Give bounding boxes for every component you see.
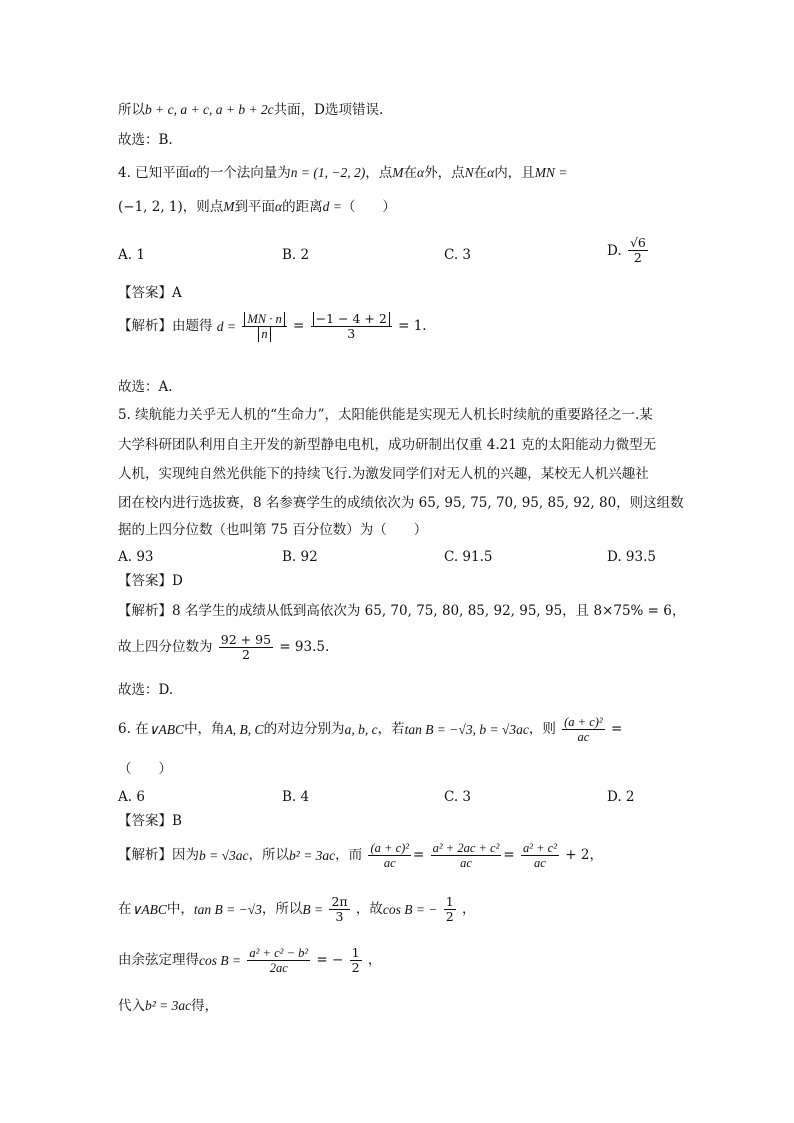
q5-line2: 大学科研团队利用自主开发的新型静电电机，成功研制出仅重 4.21 克的太阳能动力微型无 xyxy=(118,437,657,453)
q6-explanation-3: 由余弦定理得cos B = $\frac{\text{a² + c² − b²}}{2ac}$ = − $\frac{1}{2}$ ， xyxy=(118,945,382,976)
q6-answer: 【答案】B xyxy=(118,813,182,829)
q6-option-c: C. 3 xyxy=(444,789,472,805)
q4-choice: 故选：A. xyxy=(118,379,173,395)
q4-explanation: 【解析】由题得 d = $\frac{MN \cdot n}{n}$ = $\frac{-1 - 4 + 2}{3}$ = 1. xyxy=(118,311,427,342)
question-4: 4. 已知平面α的一个法向量为n = (1, −2, 2)，点M在α外，点N在α内，且MN = xyxy=(118,165,568,181)
q6-option-d: D. 2 xyxy=(607,789,635,805)
q4-option-d: D. $\frac{√6}{2}$ xyxy=(607,235,646,266)
q5-line1: 5. 续航能力关乎无人机的“生命力”，太阳能供能是实现无人机长时续航的重要路径之一.某 xyxy=(118,407,653,423)
q4-option-c: C. 3 xyxy=(444,247,472,263)
q6-explanation-4: 代入b² = 3ac得， xyxy=(118,998,219,1014)
text-line: 所以b + c, a + c, a + b + 2c共面，D选项错误. xyxy=(118,102,384,118)
question-4-line2: (−1, 2, 1)，则点M到平面α的距离d =（ ） xyxy=(118,199,396,215)
q5-option-a: A. 93 xyxy=(118,549,154,565)
q5-option-d: D. 93.5 xyxy=(607,549,656,565)
text-line: 故选：B. xyxy=(118,132,173,148)
q5-option-b: B. 92 xyxy=(282,549,318,565)
q5-option-c: C. 91.5 xyxy=(444,549,493,565)
q6-explanation-2: 在∨ABC中，tan B = −√3，所以B = $\frac{2\pi}{3}$ ，故cos B = − $\frac{1}{2}$ ， xyxy=(118,894,476,925)
q6-option-a: A. 6 xyxy=(118,789,145,805)
q6-explanation-1: 【解析】因为b = √3ac，所以b² = 3ac，而 $\frac{\text{(a + c)²}}{ac}$ = $\frac{\text{a² + 2ac + c²}}{ac}$ = $\frac{\text{a² + c²}}{ac}$ + 2， xyxy=(118,841,603,871)
q5-explanation-2: 故上四分位数为 $\frac{92 + 95}{2}$ = 93.5. xyxy=(118,632,330,663)
q5-explanation-1: 【解析】8 名学生的成绩从低到高依次为 65, 70, 75, 80, 85, 92, 95, 95，且 8×75% = 6， xyxy=(118,603,686,619)
q5-choice: 故选：D. xyxy=(118,682,174,698)
q6-line2: （ ） xyxy=(118,761,172,777)
q4-option-b: B. 2 xyxy=(282,247,310,263)
q4-answer: 【答案】A xyxy=(118,285,182,301)
q5-line4: 团在校内进行选拔赛，8 名参赛学生的成绩依次为 65, 95, 75, 70, 95, 85, 92, 80，则这组数 xyxy=(118,495,684,511)
q5-line3: 人机，实现纯自然光供能下的持续飞行.为激发同学们对无人机的兴趣，某校无人机兴趣社 xyxy=(118,466,649,482)
q4-option-a: A. 1 xyxy=(118,247,145,263)
q6-option-b: B. 4 xyxy=(282,789,310,805)
question-6: 6. 在∨ABC中，角A, B, C的对边分别为a, b, c，若tan B = −√3, b = √3ac，则 $\frac{\text{(a + c)²}}{ac}$ = xyxy=(118,715,623,745)
q5-line5: 据的上四分位数（也叫第 75 百分位数）为（ ） xyxy=(118,522,428,538)
q5-answer: 【答案】D xyxy=(118,573,183,589)
